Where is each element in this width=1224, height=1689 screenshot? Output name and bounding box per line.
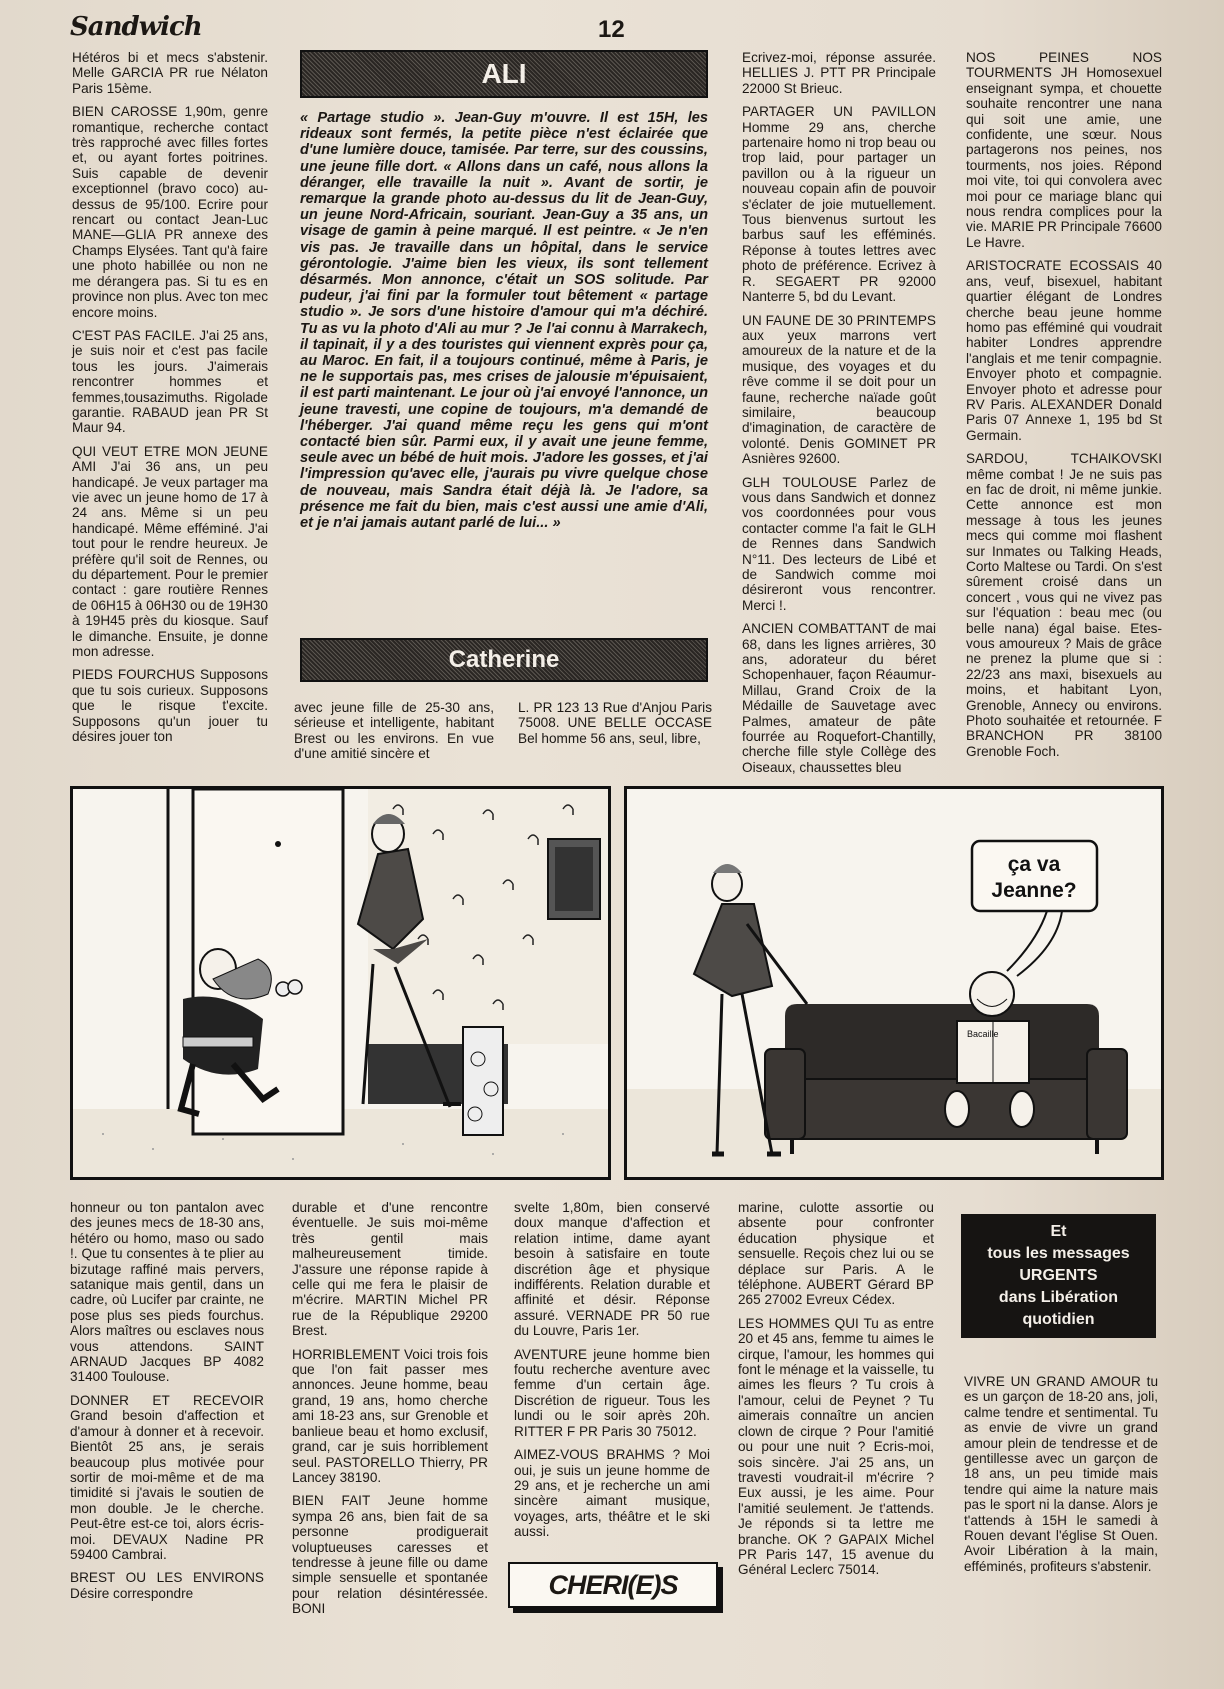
column-1-top xyxy=(72,50,268,762)
urgent-line: Et xyxy=(1050,1223,1067,1240)
ad-text: AVENTURE jeune homme bien foutu recherche aventure avec femme d'un certain âge. Discrétion de rigueur. Tous les lundi ou le soir après 20h. RITTER F PR Paris 30 75012. xyxy=(514,1346,710,1439)
urgent-line: tous les messages xyxy=(987,1245,1130,1262)
urgent-messages-box xyxy=(961,1214,1156,1338)
ad-text: Hétéros bi et mecs s'abstenir. Melle GARCIA PR rue Nélaton Paris 15ème. xyxy=(72,50,268,96)
ali-story: « Partage studio ». Jean-Guy m'ouvre. Il est 15H, les rideaux sont fermés, la petite pièce n'est éclairée que d'une lumière douce, tamisée. Par terre, sur des coussins, une jeune fille dort. « Allons dans un café, nous allons la déranger, elle travaille la nuit ». Avant de sortir, je remarque la grande photo au-dessus du lit de Jean-Guy, un jeune Nord-Africain, souriant. Jean-Guy a 35 ans, un visage de gamin à peine marqué. Il est peintre. « Je n'en vis pas. Je travaille dans un hôpital, dans le service gérontologie. J'aime bien les vieux, ils sont tellement désarmés. Mon annonce, c'était un SOS solitude. Par pudeur, j'ai fini par la formuler tout bêtement « partage studio ». Je sors d'une histoire d'amour qui m'a déchiré. Tu as vu la photo d'Ali au mur ? Je l'ai connu à Marrakech, il tapinait, il y a des touristes qui viennent exprès pour ça, au Maroc. En fait, il a toujours continué, même à Paris, je ne le supportais pas, mes crises de jalousie m'épuisaient, il est parti maintenant. Le jour où j'ai envoyé l'annonce, un jeune travesti, une copine de toujours, m'a demandé de l'héberger. J'ai quand même reçu les gens qui m'ont contacté bien sûr. Parmi eux, il y avait une jeune femme, seule avec un bébé de huit mois. J'adore les gosses, et j'ai l'impression qu'avec elle, j'aurais pu vivre quelque chose de nouveau, mais Sandra était déjà là. Je l'adore, sa présence me fait du bien, mais c'est aussi une amie d'Ali, et je n'ai jamais autant parlé de lui... » xyxy=(300,110,708,532)
column-3-top xyxy=(742,50,936,775)
catherine-text-a: avec jeune fille de 25-30 ans, sérieuse et intelligente, habitant Brest ou les environs. En vue d'une amitié sincère et xyxy=(294,700,494,762)
ad-text: PIEDS FOURCHUS Supposons que tu sois curieux. Supposons que le risque t'excite. Supposons qu'un jouer tu désires jouer ton xyxy=(72,667,268,745)
ad-text: PARTAGER UN PAVILLON Homme 29 ans, cherche partenaire homo ni trop beau ou trop laid, pour partager un pavillon ou à la rigueur un nouveau copain afin de pouvoir s'éclater de joie mutuellement. Tous bienvenus surtout les barbus sauf les efféminés. Réponse à toutes lettres avec photo de préférence. Ecrivez à R. SEGAERT PR 92000 Nanterre 5, bd du Levant. xyxy=(742,104,936,305)
page-number: 12 xyxy=(598,16,625,43)
section-header-ali: ALI xyxy=(300,50,708,98)
catherine-text-b: L. PR 123 13 Rue d'Anjou Paris 75008. UNE BELLE OCCASE Bel homme 56 ans, seul, libre, xyxy=(518,700,712,746)
ad-text: BIEN FAIT Jeune homme sympa 26 ans, bien fait de sa personne prodiguerait voluptueuses caresses et tendresse à jeune fille ou dame simple sensuelle et spontanée pour relation désintéressée. BONI xyxy=(292,1493,488,1617)
comic-drawing-right xyxy=(627,789,1161,1177)
column-2-bottom xyxy=(292,1200,488,1670)
ad-text: BREST OU LES ENVIRONS Désire correspondre xyxy=(70,1570,264,1601)
ad-text: Ecrivez-moi, réponse assurée. HELLIES J. PTT PR Principale 22000 St Brieuc. xyxy=(742,50,936,96)
ad-text: honneur ou ton pantalon avec des jeunes mecs de 18-30 ans, hétéro ou homo, maso ou sado !. Que tu consentes à te plier au bizutage raffiné mais pervers, satanique mais gentil, dans un cadre, où Lucifer par crainte, ne pose plus ses pieds fourchus. Alors maîtres ou esclaves nous vous attendons. SAINT ARNAUD Jacques BP 4082 31400 Toulouse. xyxy=(70,1200,264,1385)
ad-text: GLH TOULOUSE Parlez de vous dans Sandwich et donnez vos coordonnées pour vous contacter comme l'a fait le GLH de Rennes dans Sandwich N°11. Des lecteurs de Libé et de Sandwich comme moi désireront vous rencontrer. Merci !. xyxy=(742,474,936,613)
ad-text: ANCIEN COMBATTANT de mai 68, dans les lignes arrières, 30 ans, adorateur du béret Schopenhauer, façon Réaumur-Millau, Grand Croix de la Médaille de Sauvetage avec Palmes, amateur de pâte fourrée au Roquefort-Chantilly, cherche fille style Collège des Oiseaux, chaussettes bleu xyxy=(742,621,936,775)
ad-text: marine, culotte assortie ou absente pour confronter éducation physique et sensuelle. Reçois chez lui ou se déplace sur Paris. A le téléphone. AUBERT Gérard BP 265 27002 Evreux Cédex. xyxy=(738,1200,934,1308)
comic-newspaper-title: Bacaille xyxy=(967,1029,999,1039)
masthead-logo: Sandwich xyxy=(70,12,202,42)
cheri-section-label: CHERI(E)S xyxy=(508,1562,718,1608)
ad-text: DONNER ET RECEVOIR Grand besoin d'affection et d'amour à donner et à recevoir. Bientôt 25 ans, je serais beaucoup plus motivée pour sortir de moi-même et de ma timidité si j'avais le soutien de mon double. Je le cherche. Peut-être est-ce toi, alors écris-moi. DEVAUX Nadine PR 59400 Cambrai. xyxy=(70,1392,264,1562)
column-4-bottom xyxy=(738,1200,934,1670)
comic-panel-left xyxy=(70,786,611,1180)
ad-text: C'EST PAS FACILE. J'ai 25 ans, je suis noir et c'est pas facile tous les jours. J'aimerais rencontrer hommes et femmes,tousazimuths. Rigolade garantie. RABAUD jean PR St Maur 94. xyxy=(72,327,268,436)
column-5-bottom: VIVRE UN GRAND AMOUR tu es un garçon de 18-20 ans, joli, calme tendre et sentimental. Tu as envie de vivre un grand amour plein de tendresse et de gentillesse avec un garçon de 18 ans, un peu timide mais tendre qui aime la nature mais pas le sport ni la danse. Alors je t'attends à 15H le samedi à Rouen devant l'église St Ouen. Avoir Libération à la main, efféminés, profiteurs s'abstenir. xyxy=(964,1374,1158,1574)
column-1-bottom xyxy=(70,1200,264,1670)
comic-drawing-left xyxy=(73,789,608,1177)
ad-text: ARISTOCRATE ECOSSAIS 40 ans, veuf, bisexuel, habitant quartier élégant de Londres cherche beau jeune homme homo pas efféminé qui voudrait habiter Londres apprendre l'anglais et me tenir compagnie. Envoyer photo et compagnie. Envoyer photo et adresse pour RV Paris. ALEXANDER Donald Paris 07 Annexe 1, 195 bd St Germain. xyxy=(966,258,1162,443)
comic-panel-right xyxy=(624,786,1164,1180)
speech-bubble-line2: Jeanne? xyxy=(991,879,1077,902)
ad-text: UN FAUNE DE 30 PRINTEMPS aux yeux marrons vert amoureux de la nature et de la musique, des voyages et du rêve comme il se doit pour un faune, recherche naïade goût similaire, beaucoup d'imagination, de caractère de volonté. Denis GOMINET PR Asnières 92600. xyxy=(742,312,936,467)
urgent-line: URGENTS xyxy=(1019,1267,1098,1284)
ad-text: NOS PEINES NOS TOURMENTS JH Homosexuel enseignant sympa, et chouette souhaite rencontrer une nana qui soit une amie, une confidente, une sœur. Nous partagerons nos peines, nos tourments, nos joies. Répond moi vite, toi qui convolera avec moi pour ce mariage blanc qui nous rendra complices pour la vie. MARIE PR Principale 76600 Le Havre. xyxy=(966,50,1162,250)
ad-text: svelte 1,80m, bien conservé doux manque d'affection et relation intime, dame ayant besoin à satisfaire en toute discrétion âge et physique indifférents. Relation durable et affinité et désir. Réponse assuré. VERNADE PR 50 rue du Louvre, Paris 1er. xyxy=(514,1200,710,1339)
ad-text: HORRIBLEMENT Voici trois fois que l'on fait passer mes annonces. Jeune homme, beau grand, 19 ans, homo cherche ami 18-23 ans, sur Grenoble et banlieue beau et homo exclusif, grand, car je suis horriblement seul. PASTORELLO Thierry, PR Lancey 38190. xyxy=(292,1346,488,1485)
ad-text: BIEN CAROSSE 1,90m, genre romantique, recherche contact très rapproché avec filles fortes et, ou ayant fortes poitrines. Suis capable de devenir exceptionnel (bravo coco) au-dessus de 95/100. Ecrire pour rencart ou contact Jean-Luc MANE—GLIA PR annexe des Champs Elysées. Tant qu'à faire une photo habillée ou non ne me dérangera pas. Si tu es en province non plus. Avec ton mec encore moins. xyxy=(72,104,268,320)
speech-bubble-line1: ça va xyxy=(1007,853,1061,876)
ad-text: QUI VEUT ETRE MON JEUNE AMI J'ai 36 ans, un peu handicapé. Je veux partager ma vie avec un jeune homo de 17 à 24 ans. Même si un peu handicapé. Même efféminé. J'ai tout pour le rendre heureux. Je préfère qu'il soit de Rennes, ou du département. Pour le premier contact : gare routière Rennes de 06H15 à 06H30 ou de 19H30 à 19H45 près du kiosque. Sauf le dimanche. Ensuite, je donne mon adresse. xyxy=(72,443,268,660)
column-4-top xyxy=(966,50,1162,762)
ad-text: LES HOMMES QUI Tu as entre 20 et 45 ans, femme tu aimes le cirque, l'amour, les hommes qui font le ménage et la vaisselle, tu aimes les fleurs ? Tu crois à l'amour, celui de Peynet ? Tu aimerais connaître un ancien clown de cirque ? Pour l'amitié ou pour une nuit ? Ecris-moi, sois sincère. J'ai 25 ans, un travesti voudrait-il m'écrire ? Eux aussi, je les aime. Pour l'amitié seulement. Je t'attends. Je réponds si ta lettre me branche. OK ? GAPAIX Michel PR Paris 147, 15 avenue du Général Leclerc 75014. xyxy=(738,1315,934,1578)
urgent-line: quotidien xyxy=(1022,1311,1095,1328)
ad-text: durable et d'une rencontre éventuelle. Je suis moi-même très gentil mais malheureusement timide. J'assure une réponse rapide à celle qui me fera le plaisir de m'écrire. MARTIN Michel PR rue de la République 29200 Brest. xyxy=(292,1200,488,1339)
ad-text: AIMEZ-VOUS BRAHMS ? Moi oui, je suis un jeune homme de 29 ans, et je recherche un ami sincère aimant musique, voyages, arts, théâtre et le ski aussi. xyxy=(514,1447,710,1540)
ad-text: SARDOU, TCHAIKOVSKI même combat ! Je ne suis pas en fac de droit, ni même junkie. Cette annonce est mon message à tous les jeunes mecs qui comme moi flashent sur Inmates ou Talking Heads, Corto Maltese ou Tardi. On s'est sûrement croisé dans un concert , vous qui ne vivez pas sur l'équation : beau mec (ou belle nana) égal baise. Etes-vous amoureux ? Mais de grâce ne prenez la plume que si : 22/23 ans maxi, bisexuels au moins, et habitant Lyon, Grenoble, Annecy ou environs. Photo souhaitée et retournée. F BRANCHON PR 38100 Grenoble Foch. xyxy=(966,451,1162,759)
urgent-line: dans Libération xyxy=(998,1289,1119,1306)
section-header-catherine: Catherine xyxy=(300,638,708,682)
column-3-bottom xyxy=(514,1200,710,1550)
